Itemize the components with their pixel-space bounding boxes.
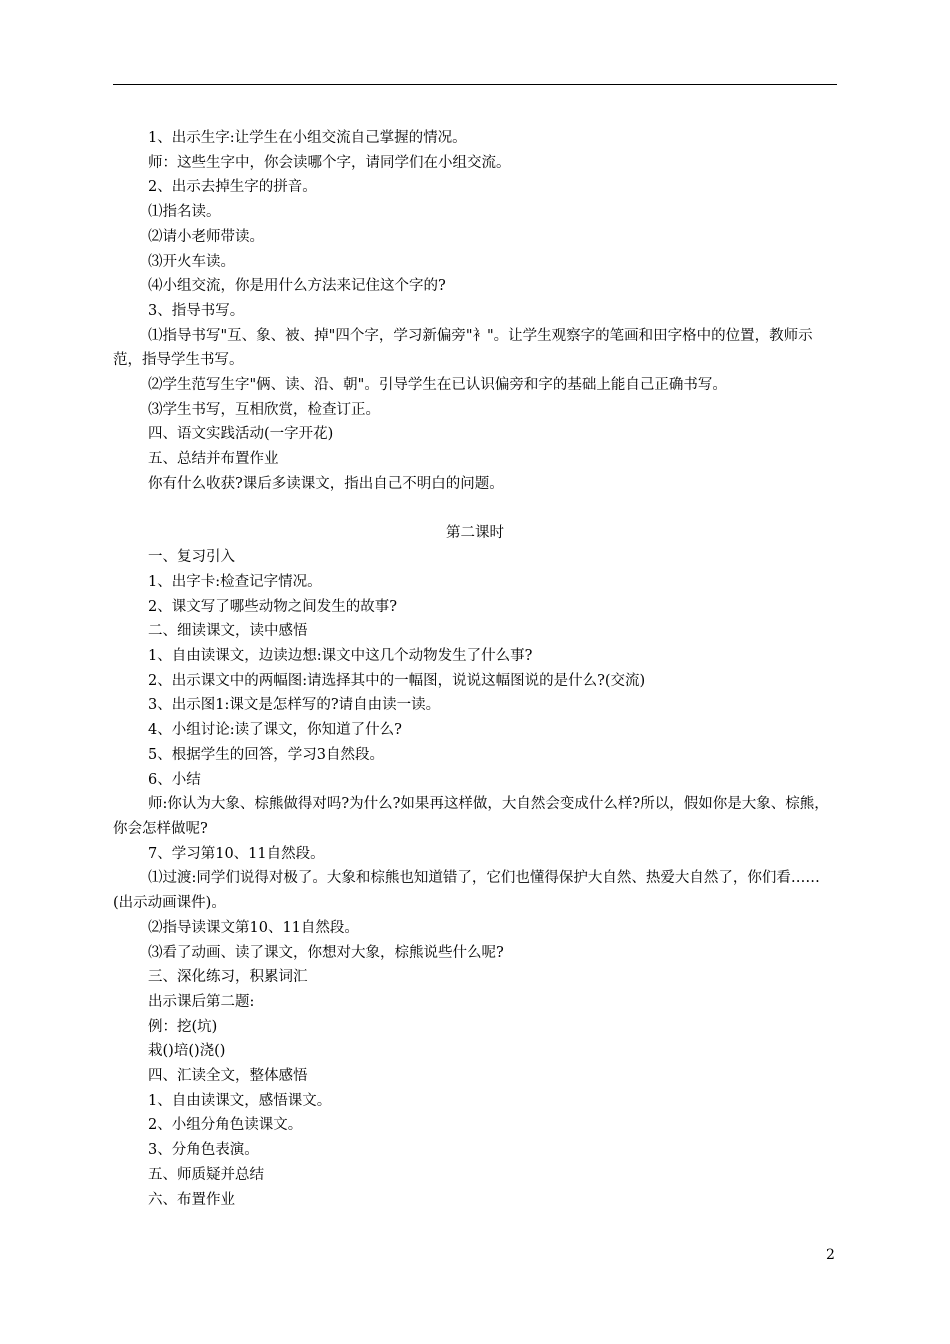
page-number: 2 [826,1247,835,1263]
paragraph: ⑵学生范写生字"俩、读、沿、朝"。引导学生在已认识偏旁和字的基础上能自己正确书写。 [148,377,727,394]
paragraph: ⑶学生书写，互相欣赏，检查订正。 [148,401,380,418]
section-title: 第二课时 [446,524,504,541]
paragraph: ⑵指导读课文第10、11自然段。 [148,919,359,936]
paragraph: 1、自由读课文，感悟课文。 [148,1092,332,1109]
paragraph: 5、根据学生的回答，学习3自然段。 [148,746,384,763]
paragraph: 六、布置作业 [148,1191,235,1208]
paragraph: 四、汇读全文，整体感悟 [148,1068,308,1085]
paragraph: 1、出示生字:让学生在小组交流自己掌握的情况。 [148,130,467,146]
paragraph: ⑶开火车读。 [148,253,235,270]
paragraph: 例：挖(坑) [148,1018,218,1035]
paragraph: 出示课后第二题: [148,993,255,1010]
paragraph: ⑷小组交流，你是用什么方法来记住这个字的? [148,278,446,295]
header-rule [113,84,837,85]
paragraph: ⑴指名读。 [148,204,221,221]
paragraph: 1、出字卡:检查记字情况。 [148,573,322,590]
paragraph: ⑴过渡:同学们说得对极了。大象和棕熊也知道错了，它们也懂得保护大自然、热爱大自然了，你们看……(出示动画课件)。 [113,870,820,912]
paragraph: 师:你认为大象、棕熊做得对吗?为什么?如果再这样做，大自然会变成什么样?所以，假如你是大象、棕熊，你会怎样做呢? [113,796,829,837]
paragraph: 2、出示去掉生字的拼音。 [148,179,317,196]
paragraph: 3、指导书写。 [148,302,245,319]
paragraph: ⑶看了动画、读了课文，你想对大象，棕熊说些什么呢? [148,944,504,961]
paragraph: 你有什么收获?课后多读课文，指出自己不明白的问题。 [148,475,504,492]
document-body [113,126,837,1212]
paragraph: 师：这些生字中，你会读哪个字，请同学们在小组交流。 [148,154,511,171]
paragraph: 2、出示课文中的两幅图:请选择其中的一幅图，说说这幅图说的是什么?(交流) [148,672,646,689]
paragraph: 2、小组分角色读课文。 [148,1117,303,1134]
paragraph: 一、复习引入 [148,549,235,566]
paragraph: ⑴指导书写"互、象、被、掉"四个字，学习新偏旁"衤"。让学生观察字的笔画和田字格中的位置，教师示范，指导学生书写。 [113,327,813,369]
paragraph: 3、出示图1:课文是怎样写的?请自由读一读。 [148,697,441,714]
paragraph: 3、分角色表演。 [148,1142,259,1159]
paragraph: 四、语文实践活动(一字开花) [148,426,334,443]
paragraph: 二、细读课文，读中感悟 [148,623,308,640]
paragraph: 4、小组讨论:读了课文，你知道了什么? [148,722,402,739]
paragraph: 五、总结并布置作业 [148,451,279,468]
paragraph: 6、小结 [148,771,201,788]
paragraph: 7、学习第10、11自然段。 [148,845,325,862]
paragraph: ⑵请小老师带读。 [148,228,264,245]
paragraph: 三、深化练习，积累词汇 [148,969,308,986]
paragraph: 1、自由读课文，边读边想:课文中这几个动物发生了什么事? [148,648,533,665]
paragraph: 栽()培()浇() [148,1043,226,1060]
paragraph: 2、课文写了哪些动物之间发生的故事? [148,598,397,615]
paragraph: 五、师质疑并总结 [148,1166,264,1183]
